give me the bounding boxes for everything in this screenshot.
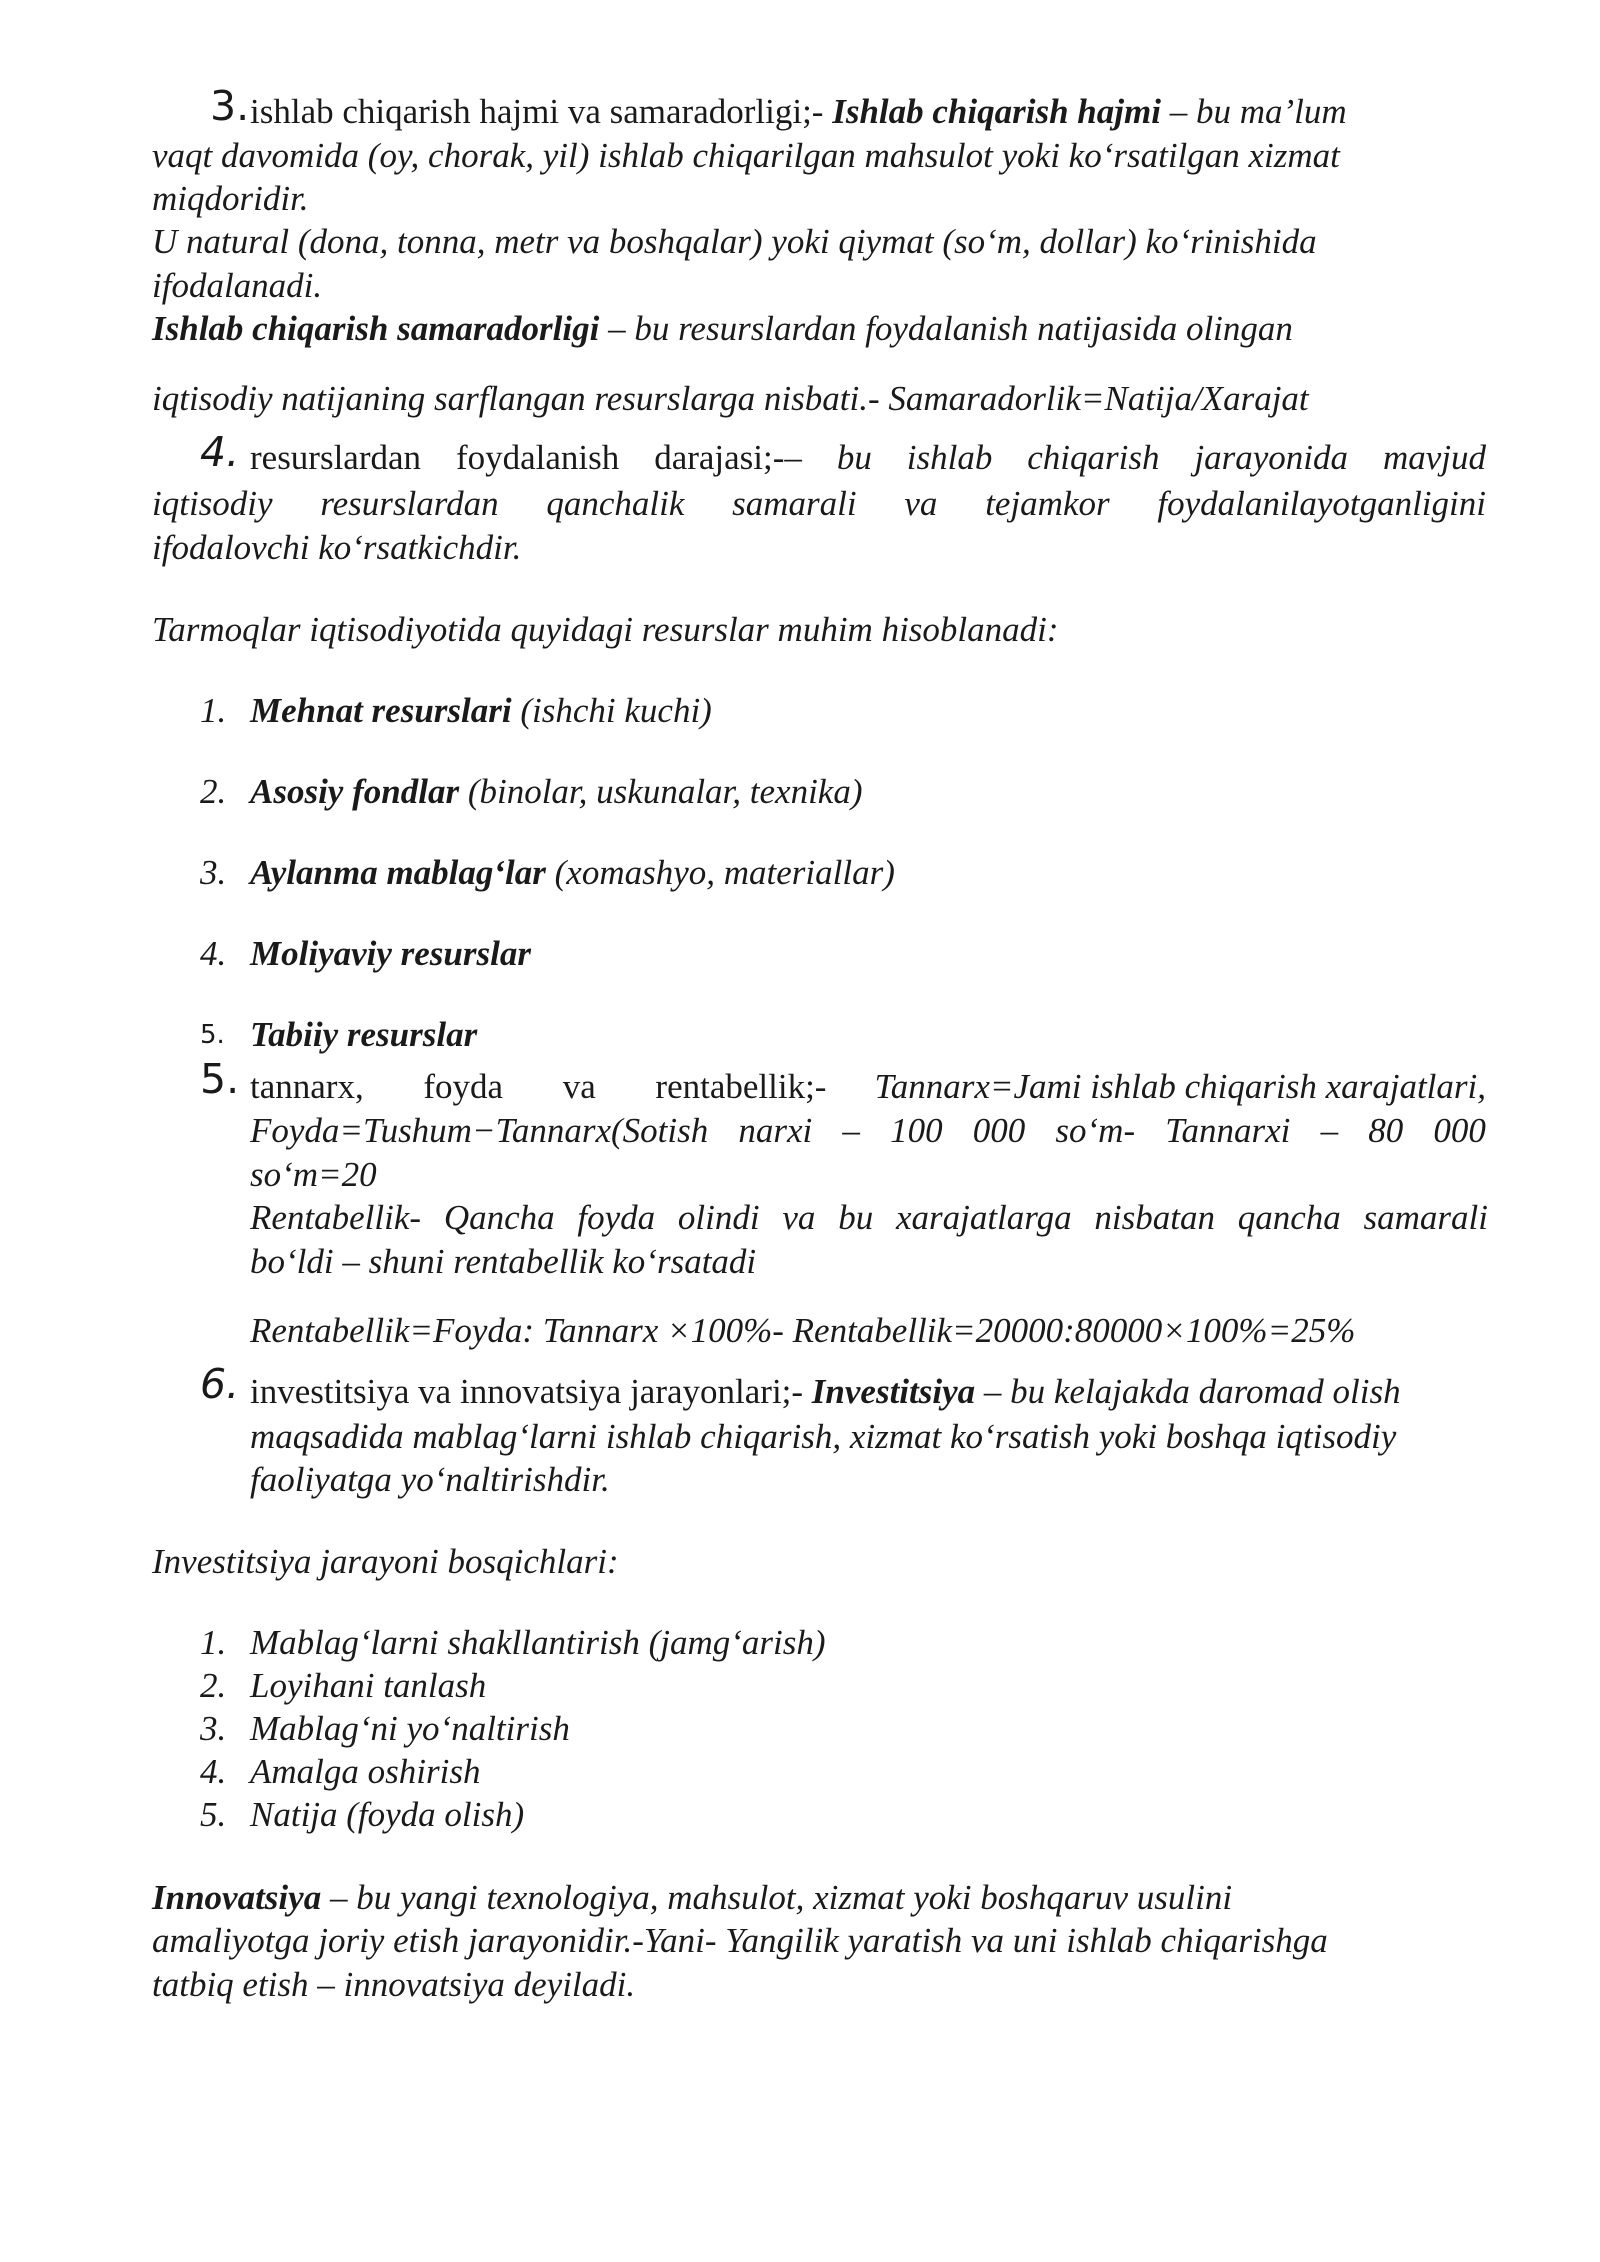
word: foyda <box>423 1067 504 1106</box>
section-number-6: 6. <box>200 1360 240 1408</box>
resource-item-3 <box>250 855 895 890</box>
word: iqtisodiy <box>152 484 273 523</box>
resource-item-4 <box>250 936 531 971</box>
word: – <box>1320 1111 1339 1150</box>
section-3-line-7: iqtisodiy natijaning sarflangan resurslarga nisbati.- Samaradorlik=Natija/Xarajat <box>152 379 1309 418</box>
word: nisbatan <box>1094 1198 1215 1237</box>
term-production-volume: Ishlab chiqarish hajmi <box>832 92 1161 131</box>
section-3-line-1 <box>250 94 1347 129</box>
resources-intro: Tarmoqlar iqtisodiyotida quyidagi resurslar muhim hisoblanadi: <box>152 610 1059 649</box>
word: mavjud <box>1382 438 1486 477</box>
word: qanchalik <box>546 484 685 523</box>
section-3-heading: ishlab chiqarish hajmi va samaradorligi;- <box>250 92 824 131</box>
section-number-3: 3. <box>210 82 250 130</box>
word: chiqarish <box>1027 438 1160 477</box>
term-investment: Investitsiya <box>811 1372 976 1411</box>
word: tejamkor <box>985 484 1110 523</box>
word: Rentabellik- <box>250 1198 422 1237</box>
list-number: 4. <box>200 1752 227 1791</box>
innovation-line-2: amaliyotga joriy etish jarayonidir.-Yani- Yangilik yaratish va uni ishlab chiqarishga <box>152 1921 1328 1960</box>
word: 100 <box>890 1111 943 1150</box>
list-number: 4. <box>200 934 227 973</box>
word: jarayonida <box>1194 438 1349 477</box>
section-3-line-6 <box>152 311 1293 346</box>
invest-stage-3: Mablag‘ni yo‘naltirish <box>250 1709 570 1748</box>
resource-name: Asosiy fondlar <box>250 772 460 811</box>
innovation-line-1 <box>152 1880 1232 1915</box>
word: Tannarxi <box>1165 1111 1291 1150</box>
resource-name: Moliyaviy resurslar <box>250 934 531 973</box>
word: so‘m- <box>1055 1111 1136 1150</box>
list-number: 5. <box>200 1020 225 1050</box>
word: qancha <box>1237 1198 1341 1237</box>
list-number: 1. <box>200 1623 227 1662</box>
word: foyda <box>577 1198 656 1237</box>
word: resurslardan <box>250 438 422 477</box>
list-number: 2. <box>200 1666 227 1705</box>
word: resurslardan <box>320 484 499 523</box>
section-5-line-1 <box>250 1069 1486 1104</box>
word: foydalanilayotganligini <box>1157 484 1486 523</box>
innovation-line-3: tatbiq etish – innovatsiya deyiladi. <box>152 1965 636 2004</box>
section-3-line-4: U natural (dona, tonna, metr va boshqalar) yoki qiymat (so‘m, dollar) ko‘rinishida <box>152 222 1317 261</box>
section-3-line-3: miqdoridir. <box>152 179 309 218</box>
invest-stage-2: Loyihani tanlash <box>250 1666 487 1705</box>
word: va <box>782 1198 816 1237</box>
word: foydalanish <box>455 438 620 477</box>
resource-name: Tabiiy resurslar <box>250 1015 478 1054</box>
section-6-line-3: faoliyatga yo‘naltirishdir. <box>250 1460 610 1499</box>
term-production-efficiency: Ishlab chiqarish samaradorligi <box>152 309 600 348</box>
resource-detail: (ishchi kuchi) <box>511 691 712 730</box>
def-text: – bu resurslardan foydalanish natijasida olingan <box>608 309 1293 348</box>
formula-tannarx: Tannarx=Jami ishlab chiqarish xarajatlari, <box>874 1067 1486 1106</box>
word: va <box>904 484 938 523</box>
word: va <box>562 1067 596 1106</box>
word: 000 <box>1433 1111 1486 1150</box>
list-number: 2. <box>200 772 227 811</box>
section-5-formula: Rentabellik=Foyda: Tannarx ×100%- Rentabellik=20000:80000×100%=25% <box>250 1311 1356 1350</box>
section-5-line-5: bo‘ldi – shuni rentabellik ko‘rsatadi <box>250 1242 757 1281</box>
invest-stage-5: Natija (foyda olish) <box>250 1795 525 1834</box>
word: samarali <box>1363 1198 1488 1237</box>
resource-name: Aylanma mablag‘lar <box>250 853 546 892</box>
word: 80 <box>1368 1111 1404 1150</box>
section-5-line-3: so‘m=20 <box>250 1155 377 1194</box>
def-text: – bu kelajakda daromad olish <box>983 1372 1401 1411</box>
list-number: 3. <box>200 853 227 892</box>
word: tannarx, <box>250 1067 364 1106</box>
word: xarajatlarga <box>895 1198 1072 1237</box>
list-number: 1. <box>200 691 227 730</box>
word: bu <box>838 1198 874 1237</box>
def-text: – bu ma’lum <box>1169 92 1347 131</box>
list-number: 3. <box>200 1709 227 1748</box>
word: bu <box>836 438 872 477</box>
section-6-heading: investitsiya va innovatsiya jarayonlari;- <box>250 1372 804 1411</box>
resource-detail: (xomashyo, materiallar) <box>545 853 895 892</box>
list-number: 5. <box>200 1795 227 1834</box>
resource-item-2 <box>250 774 863 809</box>
section-6-line-2: maqsadida mablag‘larni ishlab chiqarish, xizmat ko‘rsatish yoki boshqa iqtisodiy <box>250 1417 1397 1456</box>
section-4-line-2 <box>152 486 1486 521</box>
word: narxi <box>738 1111 813 1150</box>
invest-stage-4: Amalga oshirish <box>250 1752 481 1791</box>
word: ishlab <box>906 438 993 477</box>
word: – <box>842 1111 860 1150</box>
term-innovation: Innovatsiya <box>152 1878 322 1917</box>
word: 000 <box>972 1111 1026 1150</box>
section-number-4: 4. <box>200 428 240 476</box>
resource-name: Mehnat resurslari <box>250 691 512 730</box>
invest-stage-1: Mablag‘larni shakllantirish (jamg‘arish) <box>250 1623 826 1662</box>
def-text: – bu yangi texnologiya, mahsulot, xizmat yoki boshqaruv usulini <box>329 1878 1233 1917</box>
section-4-line-1 <box>250 440 1486 475</box>
word: Foyda=Tushum−Tannarx(Sotish <box>250 1111 709 1150</box>
word: Qancha <box>443 1198 555 1237</box>
section-4-line-3: ifodalovchi ko‘rsatkichdir. <box>152 528 522 567</box>
word: darajasi;-– <box>654 438 802 477</box>
section-number-5: 5. <box>200 1055 240 1103</box>
word: rentabellik;- <box>655 1067 827 1106</box>
resource-detail: (binolar, uskunalar, texnika) <box>459 772 863 811</box>
invest-intro: Investitsiya jarayoni bosqichlari: <box>152 1542 619 1581</box>
resource-item-1 <box>250 693 712 728</box>
resource-item-5 <box>250 1017 477 1052</box>
section-3-line-2: vaqt davomida (oy, chorak, yil) ishlab chiqarilgan mahsulot yoki ko‘rsatilgan xizmat <box>152 136 1340 175</box>
word: samarali <box>732 484 857 523</box>
section-6-line-1 <box>250 1374 1401 1409</box>
word: olindi <box>677 1198 760 1237</box>
section-5-line-4 <box>250 1200 1488 1235</box>
section-3-line-5: ifodalanadi. <box>152 266 323 305</box>
section-5-line-2 <box>250 1113 1486 1148</box>
